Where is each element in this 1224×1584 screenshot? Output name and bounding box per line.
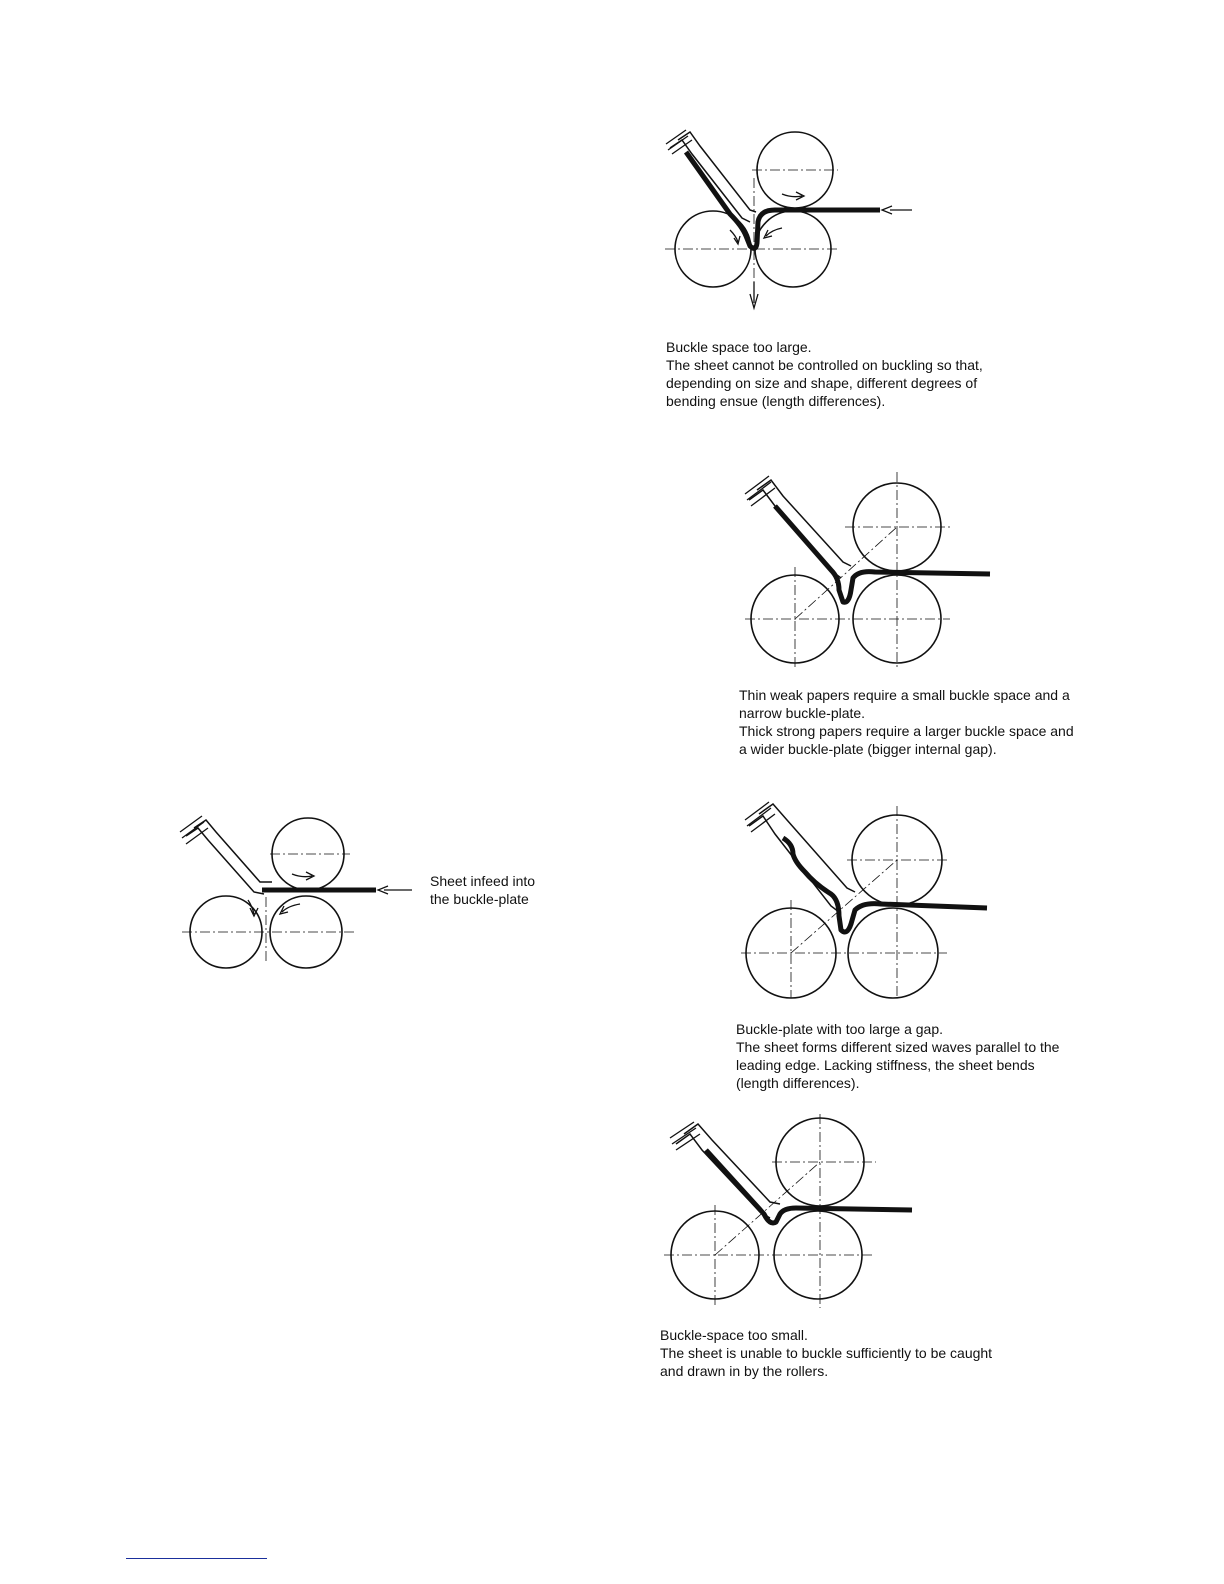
caption-line-1: Thin weak papers require a small buckle space and a (739, 687, 1070, 703)
rotation-arrow (764, 228, 782, 238)
caption-plate-gap-too-large (736, 1020, 1108, 1092)
caption-title: Buckle-plate with too large a gap. (736, 1021, 944, 1037)
infeed-arrow (882, 206, 912, 214)
caption-line-2: narrow buckle-plate. (739, 705, 866, 721)
paper-sheet (783, 838, 987, 932)
caption-text: Sheet infeed into the buckle-plate (430, 873, 536, 907)
figure-plate-gap-too-large (735, 788, 1005, 1000)
rotation-arrow (730, 230, 740, 244)
caption-buckle-space-too-small (660, 1326, 1080, 1380)
buckle-plate (180, 816, 272, 894)
buckle-plate (745, 476, 851, 578)
figure-buckle-space-too-large (660, 118, 950, 318)
caption-text: The sheet cannot be controlled on buckling so that, depending on size and shape, different degrees of bending ensue (length differences). (666, 357, 983, 409)
caption-line-4: a wider buckle-plate (bigger internal gap). (739, 741, 997, 757)
caption-line-3: Thick strong papers require a larger buckle space and (739, 723, 1074, 739)
caption-title: Buckle-space too small. (660, 1327, 808, 1343)
buckle-plate (745, 802, 855, 912)
caption-sheet-infeed (430, 872, 590, 908)
caption-title: Buckle space too large. (666, 339, 812, 355)
diagram-buckle-space-too-small (660, 1110, 930, 1320)
footnote-rule (126, 1558, 267, 1559)
buckle-plate (666, 130, 756, 222)
figure-thin-weak-papers (735, 462, 1005, 672)
infeed-arrow (378, 886, 412, 894)
paper-sheet (775, 506, 990, 602)
caption-buckle-space-too-large (666, 338, 1086, 410)
figure-buckle-space-too-small (660, 1110, 930, 1320)
diagram-sheet-infeed (172, 802, 422, 974)
diagram-plate-gap-too-large (735, 788, 1005, 1000)
outfeed-arrow (750, 282, 758, 308)
caption-text: The sheet is unable to buckle sufficiently to be caught and drawn in by the rollers. (660, 1345, 993, 1379)
rotation-arrow (782, 192, 804, 200)
rotation-arrow (292, 872, 314, 880)
diagram-buckle-space-too-large (660, 118, 950, 318)
diagram-thin-weak-papers (735, 462, 1005, 672)
figure-sheet-infeed (172, 802, 422, 974)
caption-thin-weak-papers (739, 686, 1109, 758)
caption-text: The sheet forms different sized waves parallel to the leading edge. Lacking stiffness, the sheet bends (length differences). (736, 1039, 1060, 1091)
rotation-arrow (280, 904, 300, 914)
